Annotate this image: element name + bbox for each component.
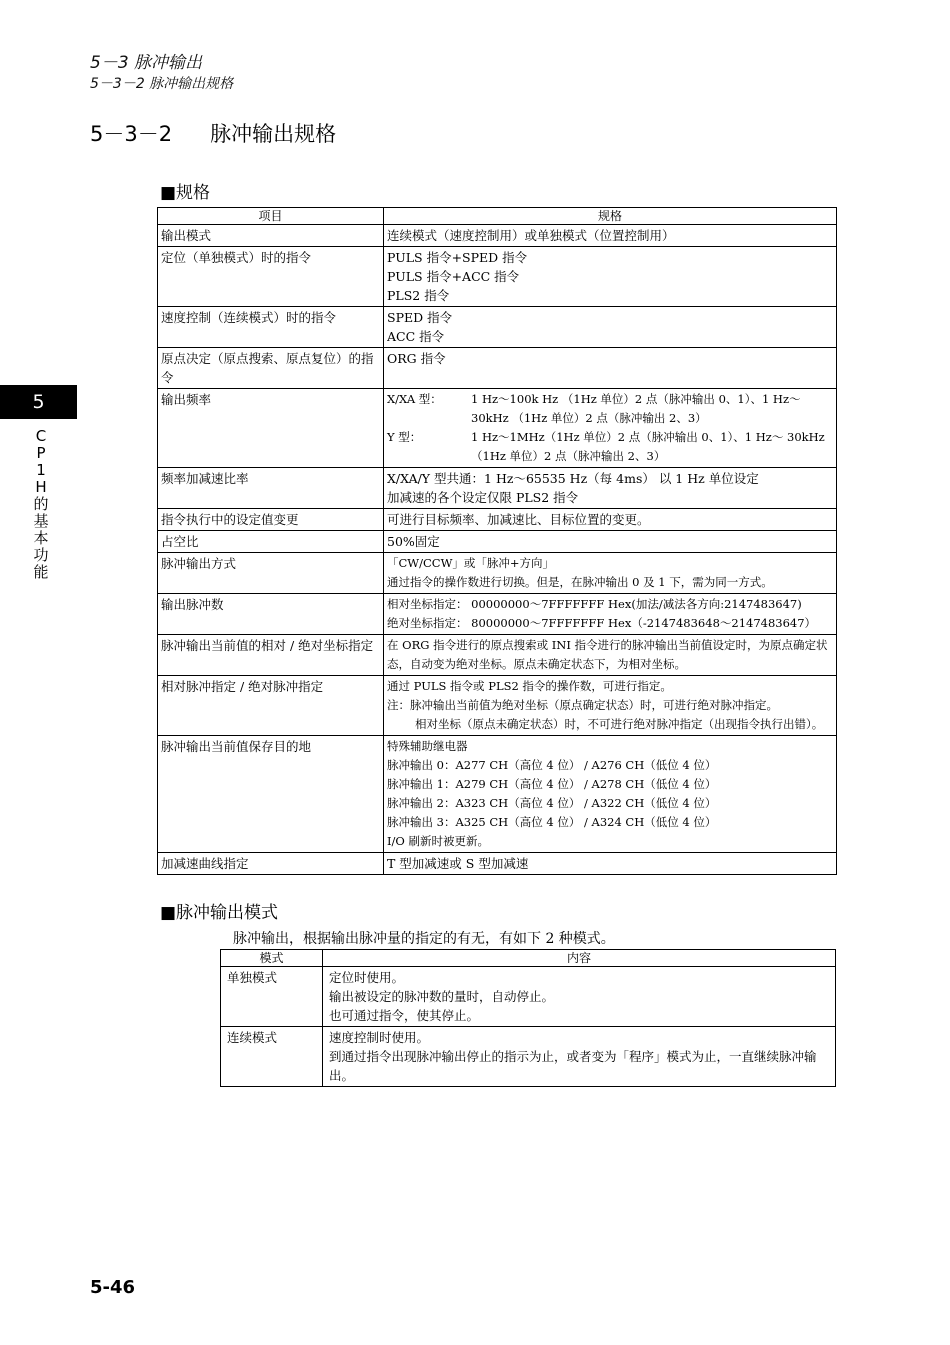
spec-cell — [384, 307, 837, 348]
table-row — [158, 676, 837, 736]
item-cell: 指令执行中的设定值变更 — [158, 509, 384, 531]
table-row — [158, 225, 837, 247]
spec-cell: 可进行目标频率、加减速比、目标位置的变更。 — [384, 509, 837, 531]
item-cell: 输出模式 — [158, 225, 384, 247]
item-cell: 脉冲输出当前值的相对 / 绝对坐标指定 — [158, 635, 384, 676]
table-row — [158, 247, 837, 307]
spec-line: 脉冲输出 3：A325 CH（高位 4 位） / A324 CH（低位 4 位） — [387, 815, 717, 829]
table-row — [158, 635, 837, 676]
freq-text: 1 Hz～1MHz（1Hz 单位）2 点（脉冲输出 0、1）、1 Hz～ 30kHz — [471, 430, 825, 444]
mode-cell: 连续模式 — [221, 1027, 323, 1087]
side-char: P — [36, 444, 46, 462]
side-char: 本 — [33, 529, 49, 547]
spec-cell: 50%固定 — [384, 531, 837, 553]
running-header-section: 5－3 脉冲输出 — [90, 53, 203, 73]
modes-heading: ■脉冲输出模式 — [160, 903, 279, 923]
side-char: 功 — [33, 546, 49, 564]
type-label: Y 型： — [387, 430, 422, 444]
content-line: 到通过指令出现脉冲输出停止的指示为止，或者变为「程序」模式为止，一直继续脉冲输出。 — [329, 1049, 817, 1083]
spec-line: 绝对坐标指定： 80000000～7FFFFFFF Hex（-2147483648～2147483647） — [387, 616, 817, 630]
section-title — [90, 118, 336, 148]
spec-cell: ORG 指令 — [384, 348, 837, 389]
section-number: 5－3－2 — [90, 122, 173, 146]
spec-cell — [384, 594, 837, 635]
spec-cell — [384, 247, 837, 307]
table-row — [158, 509, 837, 531]
item-cell: 输出频率 — [158, 389, 384, 468]
item-cell: 脉冲输出方式 — [158, 553, 384, 594]
spec-line: PLS2 指令 — [387, 288, 450, 303]
table-row — [158, 594, 837, 635]
item-cell: 占空比 — [158, 531, 384, 553]
spec-heading: ■规格 — [160, 183, 211, 203]
item-cell: 脉冲输出当前值保存目的地 — [158, 736, 384, 853]
spec-line: 相对坐标指定： 00000000～7FFFFFFF Hex(加法/减法各方向:2147483647) — [387, 597, 802, 611]
table-row — [158, 348, 837, 389]
side-char: H — [35, 478, 47, 496]
note-line: 注：脉冲输出当前值为绝对坐标（原点确定状态）时，可进行绝对脉冲指定。 — [387, 698, 778, 712]
item-cell: 原点决定（原点搜索、原点复位）的指令 — [158, 348, 384, 389]
spec-line — [387, 390, 833, 409]
side-char: 1 — [36, 461, 46, 479]
side-char: 的 — [33, 495, 49, 513]
mode-cell: 单独模式 — [221, 967, 323, 1027]
content-line: 也可通过指令，使其停止。 — [329, 1008, 480, 1023]
spec-line: 脉冲输出 0：A277 CH（高位 4 位） / A276 CH（低位 4 位） — [387, 758, 717, 772]
table-header-row — [221, 950, 836, 967]
freq-text: 1 Hz～100k Hz （1Hz 单位）2 点（脉冲输出 0、1）、1 Hz～ — [471, 392, 801, 406]
side-char: 能 — [33, 563, 49, 581]
col-header-content: 内容 — [323, 950, 836, 967]
item-cell: 频率加减速比率 — [158, 468, 384, 509]
content-line: 速度控制时使用。 — [329, 1030, 430, 1045]
spec-line: 脉冲输出 1：A279 CH（高位 4 位） / A278 CH（低位 4 位） — [387, 777, 717, 791]
content-line: 输出被设定的脉冲数的量时，自动停止。 — [329, 989, 555, 1004]
table-row — [221, 967, 836, 1027]
spec-cell: 在 ORG 指令进行的原点搜索或 INI 指令进行的脉冲输出当前值设定时，为原点确定状态，自动变为绝对坐标。原点未确定状态下，为相对坐标。 — [384, 635, 837, 676]
chapter-side-title — [31, 428, 51, 581]
spec-line: PULS 指令+ACC 指令 — [387, 269, 520, 284]
content-line: 定位时使用。 — [329, 970, 405, 985]
spec-cell: 连续模式（速度控制用）或单独模式（位置控制用） — [384, 225, 837, 247]
spec-cell — [384, 676, 837, 736]
item-cell: 定位（单独模式）时的指令 — [158, 247, 384, 307]
note-line: 相对坐标（原点未确定状态）时，不可进行绝对脉冲指定（出现指令执行出错）。 — [415, 717, 824, 731]
content-cell — [323, 1027, 836, 1087]
chapter-tab: 5 — [0, 385, 77, 419]
spec-table — [157, 207, 837, 875]
item-cell: 输出脉冲数 — [158, 594, 384, 635]
spec-line: （1Hz 单位）2 点（脉冲输出 2、3） — [471, 449, 666, 463]
col-header-spec: 规格 — [384, 208, 837, 225]
side-char: 基 — [33, 512, 49, 530]
table-row — [158, 468, 837, 509]
spec-cell — [384, 468, 837, 509]
spec-line: 通过指令的操作数进行切换。但是，在脉冲输出 0 及 1 下，需为同一方式。 — [387, 575, 773, 589]
spec-line: SPED 指令 — [387, 310, 453, 325]
table-row — [158, 736, 837, 853]
item-cell: 速度控制（连续模式）时的指令 — [158, 307, 384, 348]
item-cell: 加减速曲线指定 — [158, 853, 384, 875]
spec-line: 30kHz （1Hz 单位）2 点（脉冲输出 2、3） — [471, 411, 707, 425]
modes-intro: 脉冲输出，根据输出脉冲量的指定的有无，有如下 2 种模式。 — [233, 931, 615, 947]
table-row — [158, 553, 837, 594]
spec-line: I/O 刷新时被更新。 — [387, 834, 489, 848]
item-cell: 相对脉冲指定 / 绝对脉冲指定 — [158, 676, 384, 736]
table-row — [158, 389, 837, 468]
section-title-text: 脉冲输出规格 — [210, 122, 337, 146]
modes-table — [220, 949, 836, 1087]
spec-line: 通过 PULS 指令或 PLS2 指令的操作数，可进行指定。 — [387, 679, 672, 693]
table-row — [158, 531, 837, 553]
table-header-row — [158, 208, 837, 225]
spec-cell: T 型加减速或 S 型加减速 — [384, 853, 837, 875]
col-header-mode: 模式 — [221, 950, 323, 967]
spec-line: X/XA/Y 型共通：1 Hz～65535 Hz（每 4ms） 以 1 Hz 单位设定 — [387, 471, 759, 486]
spec-line: ACC 指令 — [387, 329, 445, 344]
spec-cell — [384, 553, 837, 594]
spec-line: PULS 指令+SPED 指令 — [387, 250, 528, 265]
page-number: 5-46 — [90, 1277, 136, 1298]
spec-line: 加减速的各个设定仅限 PLS2 指令 — [387, 490, 579, 505]
spec-cell — [384, 389, 837, 468]
table-row — [158, 853, 837, 875]
running-header-subsection: 5－3－2 脉冲输出规格 — [90, 76, 234, 92]
type-label: X/XA 型： — [387, 392, 442, 406]
spec-cell — [384, 736, 837, 853]
content-cell — [323, 967, 836, 1027]
spec-line: 「CW/CCW」或「脉冲+方向」 — [387, 556, 555, 570]
table-row — [158, 307, 837, 348]
side-char: C — [35, 427, 47, 445]
spec-line: 脉冲输出 2：A323 CH（高位 4 位） / A322 CH（低位 4 位） — [387, 796, 717, 810]
spec-line — [387, 428, 833, 447]
col-header-item: 项目 — [158, 208, 384, 225]
spec-line: 特殊辅助继电器 — [387, 739, 468, 753]
table-row — [221, 1027, 836, 1087]
